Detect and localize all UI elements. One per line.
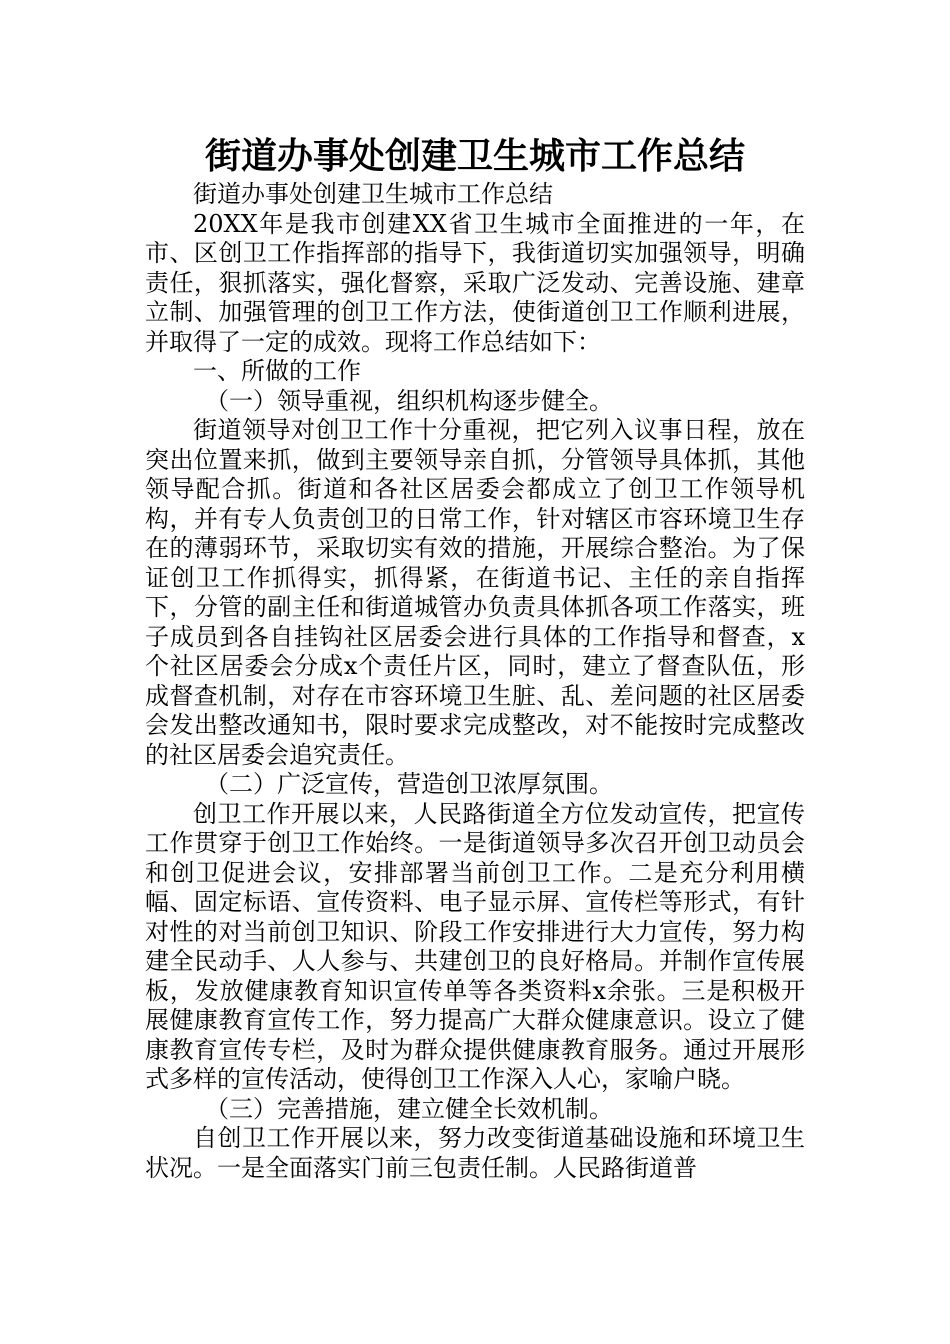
subsection-heading-3: （三）完善措施，建立健全长效机制。 <box>205 1094 613 1123</box>
paragraph-publicity: 创卫工作开展以来，人民路街道全方位发动宣传，把宣传工作贯穿于创卫工作始终。一是街道领导多次召开创卫动员会和创卫促进会议，安排部署当前创卫工作。二是充分利用横幅、固定标语、宣传资料、电子显示屏、宣传栏等形式，有针对性的对当前创卫知识、阶段工作安排进行大力宣传，努力构建全民动手、人人参与、共建创卫的良好格局。并制作宣传展板，发放健康教育知识宣传单等各类资料x余张。三是积极开展健康教育宣传工作，努力提高广大群众健康意识。设立了健康教育宣传专栏，及时为群众提供健康教育服务。通过开展形式多样的宣传活动，使得创卫工作深入人心，家喻户晓。 <box>145 799 805 1093</box>
section-heading-1: 一、所做的工作 <box>193 357 361 385</box>
paragraph-intro: 20XX年是我市创建XX省卫生城市全面推进的一年，在市、区创卫工作指挥部的指导下，我街道切实加强领导，明确责任，狠抓落实，强化督察，采取广泛发动、完善设施、建章立制、加强管理的创卫工作方法，使街道创卫工作顺利进展，并取得了一定的成效。现将工作总结如下： <box>145 209 805 356</box>
document-title: 街道办事处创建卫生城市工作总结 <box>204 135 745 177</box>
subsection-heading-1: （一）领导重视，组织机构逐步健全。 <box>205 386 613 415</box>
paragraph-measures: 自创卫工作开展以来，努力改变街道基础设施和环境卫生状况。一是全面落实门前三包责任制。人民路街道普 <box>145 1124 805 1182</box>
paragraph-subtitle: 街道办事处创建卫生城市工作总结 <box>193 180 553 208</box>
document-body <box>145 180 805 1183</box>
paragraph-leadership: 街道领导对创卫工作十分重视，把它列入议事日程，放在突出位置来抓，做到主要领导亲自抓，分管领导具体抓，其他领导配合抓。街道和各社区居委会都成立了创卫工作领导机构，并有专人负责创卫的日常工作，针对辖区市容环境卫生存在的薄弱环节，采取切实有效的措施，开展综合整治。为了保证创卫工作抓得实，抓得紧，在街道书记、主任的亲自指挥下，分管的副主任和街道城管办负责具体抓各项工作落实，班子成员到各自挂钩社区居委会进行具体的工作指导和督查，x个社区居委会分成x个责任片区，同时，建立了督查队伍，形成督查机制，对存在市容环境卫生脏、乱、差问题的社区居委会发出整改通知书，限时要求完成整改，对不能按时完成整改的社区居委会追究责任。 <box>145 416 805 769</box>
subsection-heading-2: （二）广泛宣传，营造创卫浓厚氛围。 <box>205 770 613 798</box>
